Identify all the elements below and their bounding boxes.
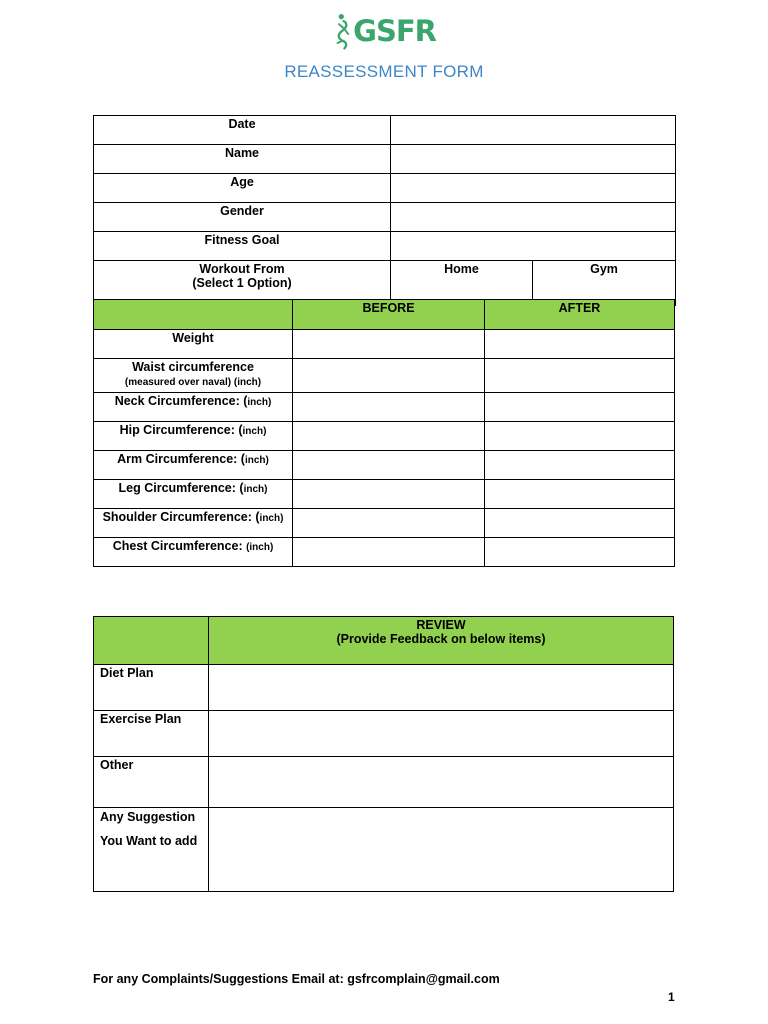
neck-label [94, 393, 293, 422]
review-header-cell [209, 617, 674, 665]
waist-label [94, 359, 293, 393]
name-field[interactable] [391, 145, 676, 174]
leg-text: Leg Circumference: ( [118, 481, 244, 495]
age-row [94, 174, 676, 203]
diet-plan-row [94, 665, 674, 711]
age-label: Age [94, 174, 391, 203]
name-label: Name [94, 145, 391, 174]
date-label: Date [94, 116, 391, 145]
arm-unit: inch) [244, 455, 269, 466]
hip-unit: inch) [242, 426, 267, 437]
arm-label [94, 451, 293, 480]
arm-row [94, 451, 675, 480]
review-subtitle: (Provide Feedback on below items) [336, 632, 546, 646]
form-title: REASSESSMENT FORM [284, 62, 484, 81]
shoulder-unit: inch) [259, 513, 284, 524]
neck-after-field[interactable] [485, 393, 675, 422]
other-field[interactable] [209, 757, 674, 808]
review-title: REVIEW [416, 618, 466, 632]
suggestion-line-1: Any Suggestion [100, 810, 196, 824]
weight-label: Weight [94, 330, 293, 359]
waist-after-field[interactable] [485, 359, 675, 393]
waist-unit: inch) [237, 377, 262, 388]
waist-note: (measured over naval) ( [124, 377, 238, 388]
shoulder-row [94, 509, 675, 538]
home-option[interactable]: Home [391, 261, 533, 306]
weight-row [94, 330, 675, 359]
fitness-goal-label: Fitness Goal [94, 232, 391, 261]
age-field[interactable] [391, 174, 676, 203]
page-number: 1 [668, 990, 675, 1004]
chest-label [94, 538, 293, 567]
logo-text: GSFR [353, 14, 436, 48]
shoulder-label [94, 509, 293, 538]
after-header: AFTER [485, 300, 675, 330]
leg-before-field[interactable] [293, 480, 485, 509]
gender-field[interactable] [391, 203, 676, 232]
chest-before-field[interactable] [293, 538, 485, 567]
name-row [94, 145, 676, 174]
diet-plan-label: Diet Plan [94, 665, 209, 711]
exercise-plan-field[interactable] [209, 711, 674, 757]
select-option-text: (Select 1 Option) [192, 276, 292, 290]
leg-row [94, 480, 675, 509]
exercise-plan-row [94, 711, 674, 757]
neck-row [94, 393, 675, 422]
date-field[interactable] [391, 116, 676, 145]
measurements-header [94, 300, 675, 330]
leg-unit: inch) [243, 484, 268, 495]
neck-unit: inch) [247, 397, 272, 408]
neck-text: Neck Circumference: ( [114, 394, 248, 408]
chest-after-field[interactable] [485, 538, 675, 567]
review-header [94, 617, 674, 665]
shoulder-after-field[interactable] [485, 509, 675, 538]
fitness-goal-row [94, 232, 676, 261]
diet-plan-field[interactable] [209, 665, 674, 711]
suggestion-label [94, 808, 209, 892]
suggestion-field[interactable] [209, 808, 674, 892]
suggestion-line-2: You Want to add [100, 834, 198, 848]
suggestion-row [94, 808, 674, 892]
exercise-plan-label: Exercise Plan [94, 711, 209, 757]
hip-row [94, 422, 675, 451]
neck-before-field[interactable] [293, 393, 485, 422]
weight-after-field[interactable] [485, 330, 675, 359]
waist-text: Waist circumference [132, 360, 254, 374]
shoulder-text: Shoulder Circumference: ( [102, 510, 260, 524]
review-header-blank [94, 617, 209, 665]
arm-after-field[interactable] [485, 451, 675, 480]
weight-before-field[interactable] [293, 330, 485, 359]
before-header: BEFORE [293, 300, 485, 330]
hip-text: Hip Circumference: ( [119, 423, 243, 437]
chest-unit: (inch) [246, 542, 274, 553]
waist-before-field[interactable] [293, 359, 485, 393]
shoulder-before-field[interactable] [293, 509, 485, 538]
arm-before-field[interactable] [293, 451, 485, 480]
running-person-icon [336, 7, 351, 55]
footer-contact: For any Complaints/Suggestions Email at: gsfrcomplain@gmail.com [93, 972, 500, 986]
date-row [94, 116, 676, 145]
other-label: Other [94, 757, 209, 808]
gym-option[interactable]: Gym [533, 261, 676, 306]
hip-after-field[interactable] [485, 422, 675, 451]
fitness-goal-field[interactable] [391, 232, 676, 261]
gsfr-logo [336, 6, 436, 56]
leg-label [94, 480, 293, 509]
measurements-header-blank [94, 300, 293, 330]
gender-row [94, 203, 676, 232]
waist-row [94, 359, 675, 393]
leg-after-field[interactable] [485, 480, 675, 509]
hip-before-field[interactable] [293, 422, 485, 451]
personal-info-table [93, 115, 676, 306]
workout-from-text: Workout From [199, 262, 285, 276]
review-table [93, 616, 674, 892]
arm-text: Arm Circumference: ( [117, 452, 245, 466]
gender-label: Gender [94, 203, 391, 232]
measurements-table [93, 299, 675, 567]
chest-row [94, 538, 675, 567]
hip-label [94, 422, 293, 451]
chest-text: Chest Circumference: [112, 539, 247, 553]
other-row [94, 757, 674, 808]
